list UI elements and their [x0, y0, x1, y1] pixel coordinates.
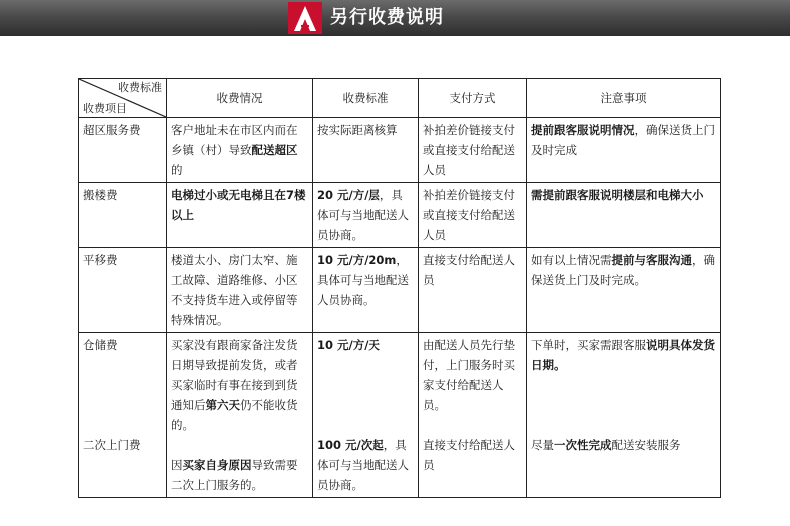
body-text: 买家没有跟商家备注发货日期导致提前发货，或者买家临时有事在接到到货通知后: [171, 338, 298, 412]
notes-cell: [527, 248, 721, 333]
body-text: 按实际距离核算: [317, 123, 398, 137]
table-row: [79, 183, 721, 248]
table-row: [79, 248, 721, 333]
emphasis-text: 配送超区: [251, 143, 298, 157]
emphasis-text: 10 元/方/20m: [317, 253, 397, 267]
page-title: 另行收费说明: [330, 7, 444, 28]
corner-label-standard: 收费标准: [118, 81, 162, 94]
emphasis-text: 10 元/方/天: [317, 338, 380, 352]
title-banner: [0, 0, 790, 36]
corner-label-item: 收费项目: [83, 102, 127, 115]
body-text: 直接支付给配送人员: [423, 253, 515, 287]
body-text: 补拍差价链接支付或直接支付给配送人员: [423, 123, 515, 177]
item-cell: 超区服务费: [79, 118, 167, 183]
notes-cell: [527, 118, 721, 183]
table-row: [79, 118, 721, 183]
red-a-logo-icon: [288, 2, 322, 34]
emphasis-text: 20 元/方/层: [317, 188, 380, 202]
fee-table: [78, 78, 721, 498]
notes-text: [531, 335, 716, 375]
standard-text: [317, 335, 414, 355]
body-text: 由配送人员先行垫付，上门服务时买家支付给配送人员。: [423, 338, 515, 412]
body-text: 直接支付给配送人员: [423, 438, 515, 472]
standard-cell: [313, 248, 419, 333]
emphasis-text: 第六天: [205, 398, 240, 412]
item-label: 二次上门费: [83, 438, 141, 452]
payment-text: [423, 435, 522, 475]
emphasis-text: 需提前跟客服说明楼层和电梯大小: [531, 188, 704, 202]
body-text: ，具体可与当地配送人员协商。: [317, 253, 409, 307]
situation-cell: [167, 333, 313, 498]
column-header: 收费情况: [167, 79, 313, 118]
emphasis-text: 一次性完成: [554, 438, 612, 452]
payment-cell: [419, 248, 527, 333]
body-text: 仍不能收货的。: [171, 398, 298, 432]
body-text: ，具体可与当地配送人员协商。: [317, 188, 409, 242]
body-text: 的: [171, 163, 183, 177]
notes-cell: [527, 183, 721, 248]
standard-cell: [313, 333, 419, 498]
payment-cell: [419, 183, 527, 248]
body-text: 客户地址未在市区内而在乡镇（村）导致: [171, 123, 298, 157]
payment-cell: [419, 118, 527, 183]
body-text: 补拍差价链接支付或直接支付给配送人员: [423, 188, 515, 242]
table-header-row: [79, 79, 721, 118]
body-text: 如有以上情况需: [531, 253, 612, 267]
item-label: 仓储费: [83, 338, 118, 352]
body-text: 下单时，买家需跟客服: [531, 338, 646, 352]
emphasis-text: 100 元/次起: [317, 438, 384, 452]
situation-text: [171, 335, 308, 435]
body-text: 因: [171, 458, 183, 472]
situation-cell: [167, 118, 313, 183]
item-cell: 平移费: [79, 248, 167, 333]
payment-text: [423, 335, 522, 415]
situation-text: [171, 455, 308, 495]
body-text: ，具体可与当地配送人员协商。: [317, 438, 409, 492]
standard-cell: [313, 183, 419, 248]
notes-cell: [527, 333, 721, 498]
column-header: 收费标准: [313, 79, 419, 118]
item-cell: [79, 333, 167, 498]
emphasis-text: 说明具体发货日期。: [531, 338, 715, 372]
table-row: [79, 333, 721, 498]
body-text: 导致需要二次上门服务的。: [171, 458, 298, 492]
column-header: 支付方式: [419, 79, 527, 118]
standard-cell: [313, 118, 419, 183]
emphasis-text: 电梯过小或无电梯且在7楼以上: [171, 188, 306, 222]
situation-cell: [167, 248, 313, 333]
body-text: 尽量: [531, 438, 554, 452]
body-text: ，确保送货上门及时完成: [531, 123, 715, 157]
emphasis-text: 提前与客服沟通: [611, 253, 692, 267]
emphasis-text: 买家自身原因: [182, 458, 252, 472]
notes-text: [531, 435, 716, 455]
body-text: 配送安装服务: [611, 438, 681, 452]
column-header: 注意事项: [527, 79, 721, 118]
body-text: 楼道太小、房门太窄、施工故障、道路维修、小区不支持货车进入或停留等特殊情况。: [171, 253, 298, 327]
situation-cell: [167, 183, 313, 248]
standard-text: [317, 435, 414, 495]
item-cell: 搬楼费: [79, 183, 167, 248]
body-text: ，确保送货上门及时完成。: [531, 253, 715, 287]
payment-cell: [419, 333, 527, 498]
emphasis-text: 提前跟客服说明情况: [531, 123, 635, 137]
corner-header-cell: [79, 79, 167, 118]
